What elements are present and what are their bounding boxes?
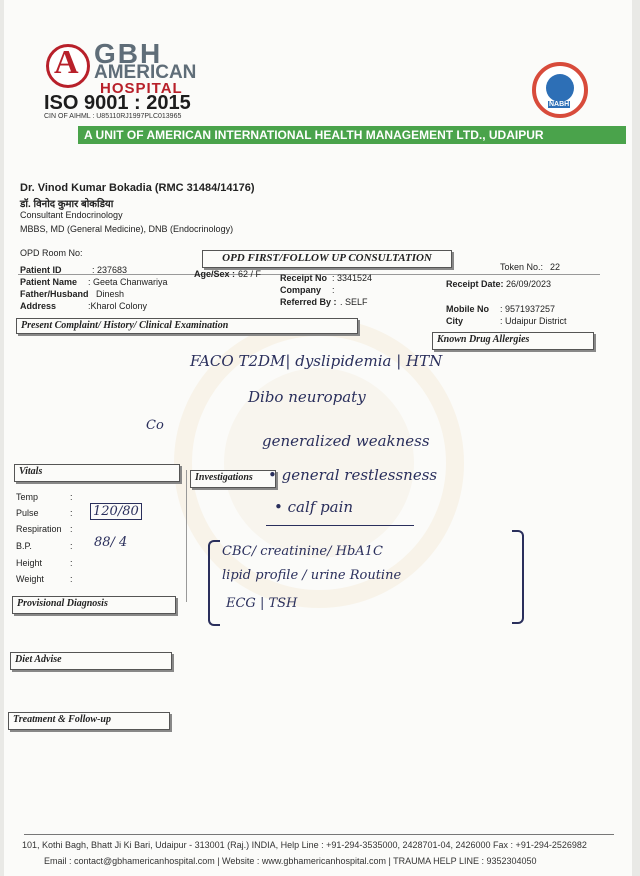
city-value: : Udaipur District xyxy=(500,316,567,326)
vital-label: Temp xyxy=(16,492,39,502)
handwritten-underline xyxy=(266,525,414,526)
footer-contact: Email : contact@gbhamericanhospital.com | Website : www.gbhamericanhospital.com | TRAUMA HELP LINE : 9352304050 xyxy=(44,856,537,866)
handwritten-complaint-line1: generalized weakness xyxy=(262,432,430,450)
handwritten-co: Co xyxy=(146,418,164,433)
city-label: City xyxy=(446,316,464,326)
vital-label: Pulse xyxy=(16,508,39,518)
bp-value: 88/ 4 xyxy=(94,535,128,550)
vital-sep: : xyxy=(70,524,73,534)
referred-by-label: Referred By : xyxy=(280,297,337,307)
vital-sep: : xyxy=(70,574,73,584)
handwritten-complaint-line3: • calf pain xyxy=(274,498,354,516)
brand-name-line3: HOSPITAL xyxy=(100,80,183,97)
patient-name-label: Patient Name xyxy=(20,277,78,287)
receipt-no-value: : 3341524 xyxy=(332,273,373,283)
brand-name-line1: GBH xyxy=(94,38,163,69)
unit-banner-text: A UNIT OF AMERICAN INTERNATIONAL HEALTH MANAGEMENT LTD., UDAIPUR xyxy=(84,128,544,142)
footer-divider xyxy=(24,834,614,835)
handwritten-investigation-line1: CBC/ creatinine/ HbA1C xyxy=(222,544,383,559)
vital-sep: : xyxy=(70,492,73,502)
banner-white-segment xyxy=(12,126,78,144)
father-value: Dinesh xyxy=(96,289,125,299)
mobile-label: Mobile No xyxy=(446,304,489,314)
nabh-emblem-icon xyxy=(546,74,574,102)
treatment-followup-header: Treatment & Follow-up xyxy=(8,712,170,730)
provisional-diagnosis-header: Provisional Diagnosis xyxy=(12,596,176,614)
pulse-value: 120/80 xyxy=(90,503,142,520)
handwritten-bracket-right xyxy=(512,530,524,624)
form-title: OPD FIRST/FOLLOW UP CONSULTATION xyxy=(202,250,452,268)
vital-sep: : xyxy=(70,541,73,551)
receipt-date-value: 26/09/2023 xyxy=(506,279,552,289)
patient-name-value: : Geeta Chanwariya xyxy=(88,277,168,287)
father-label: Father/Husband xyxy=(20,289,89,299)
handwritten-history-line1: FACO T2DM| dyslipidemia | HTN xyxy=(190,352,443,370)
hospital-logo-letter-icon: A xyxy=(54,44,79,81)
receipt-no-label: Receipt No xyxy=(280,273,328,283)
footer-address: 101, Kothi Bagh, Bhatt Ji Ki Bari, Udaipur - 313001 (Raj.) INDIA, Help Line : +91-294-3535000, 2428701-04, 2426000 Fax : +91-294-2526982 xyxy=(22,840,587,850)
brand-name-line2: AMERICAN xyxy=(94,62,197,83)
patient-id-label: Patient ID xyxy=(20,265,62,275)
vital-sep: : xyxy=(70,508,73,518)
company-value: : xyxy=(332,285,335,295)
doctor-name-hindi: डॉ. विनोद कुमार बोकडिया xyxy=(20,199,114,210)
patient-id-value: : 237683 xyxy=(92,265,128,275)
cin-number: CIN OF AIHML : U85110RJ1997PLC013965 xyxy=(44,113,182,120)
allergies-section-header: Known Drug Allergies xyxy=(432,332,594,350)
address-value: :Kharol Colony xyxy=(88,301,148,311)
doctor-designation: Consultant Endocrinology xyxy=(20,210,123,220)
age-sex-label: Age/Sex : xyxy=(194,269,236,279)
vitals-section-header: Vitals xyxy=(14,464,180,482)
handwritten-investigation-line2: lipid profile / urine Routine xyxy=(222,568,402,583)
vital-label: Respiration xyxy=(16,524,62,534)
handwritten-investigation-line3: ECG | TSH xyxy=(226,596,298,611)
handwritten-history-line2: Dibo neuropaty xyxy=(248,388,366,406)
receipt-date-label: Receipt Date: xyxy=(446,279,504,289)
address-label: Address xyxy=(20,301,57,311)
token-label: Token No.: xyxy=(500,262,544,272)
vital-sep: : xyxy=(70,558,73,568)
doctor-qualifications: MBBS, MD (General Medicine), DNB (Endocrinology) xyxy=(20,224,234,234)
complaint-section-header: Present Complaint/ History/ Clinical Examination xyxy=(16,318,358,334)
divider-vertical xyxy=(186,470,187,602)
diet-advise-header: Diet Advise xyxy=(10,652,172,670)
token-value: 22 xyxy=(550,262,561,272)
investigations-section-header: Investigations xyxy=(190,470,276,488)
vital-label: Height xyxy=(16,558,43,568)
iso-certification: ISO 9001 : 2015 xyxy=(44,92,191,114)
handwritten-complaint-line2: • general restlessness xyxy=(268,466,438,484)
opd-room-label: OPD Room No: xyxy=(20,248,83,258)
doctor-name: Dr. Vinod Kumar Bokadia (RMC 31484/14176) xyxy=(20,182,255,194)
referred-by-value: . SELF xyxy=(340,297,368,307)
mobile-value: : 9571937257 xyxy=(500,304,556,314)
age-sex-value: 62 / F xyxy=(238,269,262,279)
vital-label: Weight xyxy=(16,574,44,584)
nabh-badge-text: NABH xyxy=(549,101,570,108)
handwritten-bracket-left xyxy=(208,540,220,626)
vital-label: B.P. xyxy=(16,541,32,551)
prescription-page xyxy=(4,0,632,876)
company-label: Company xyxy=(280,285,322,295)
